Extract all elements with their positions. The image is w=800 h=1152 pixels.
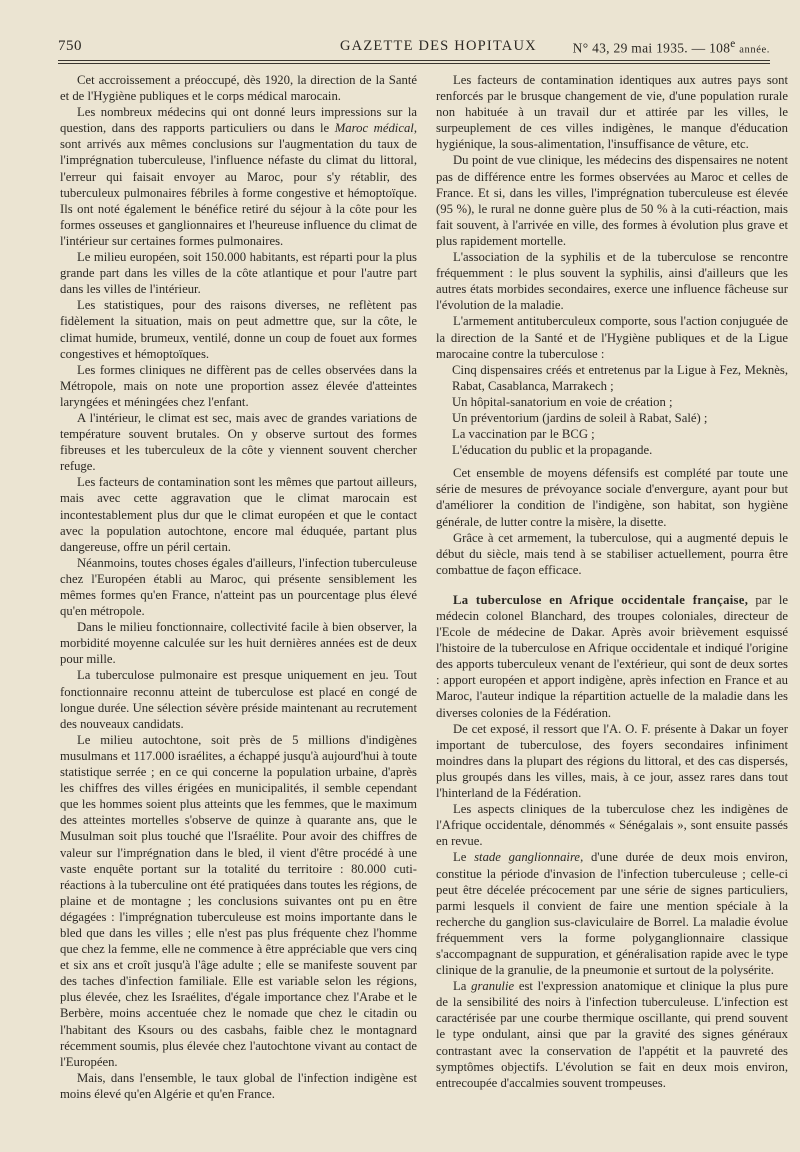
issue-text: N° 43, 29 mai 1935. — 108 [572,40,731,56]
header-rule-double [58,63,770,64]
text-run: Le [453,850,467,865]
paragraph [436,849,788,978]
paragraph: Les aspects cliniques de la tuberculose chez les indigènes de l'Afrique occidentale, dénommés « Sénégalais », sont ensuite passés en revue. [436,802,788,849]
paragraph: Les formes cliniques ne diffèrent pas de celles observées dans la Métropole, mais on note une proportion assez élevée d'atteintes laryngées et méningées chez l'enfant. [60,362,417,409]
list-item: La vaccination par le BCG ; [452,427,595,442]
page-number: 750 [58,38,82,54]
paragraph: Dans le milieu fonctionnaire, collectivité facile à bien observer, la morbidité moyenne calculée sur les huit dernières années est de deux pour mille. [60,620,417,667]
journal-reference: Maroc médical [334,121,414,136]
paragraph: Les facteurs de contamination identiques aux autres pays sont renforcés par le brusque changement de vie, d'une population rurale non habituée à un travail dur et attirée par les villes, le surpeuplement de ces villes indigènes, le manque d'éducation hygiénique, la sous-alimentation, l'insuffisance de vêture, etc. [436,73,788,152]
left-column [60,72,417,1102]
text-run: par le médecin colonel Blanchard, des troupes coloniales, directeur de l'Ecole de médecine de Dakar. Après avoir brièvement esquissé l'histoire de la tuberculose en Afrique occidentale et indiqué l'origine des apports tuberculeux venant de l'extérieur, qui sont de deux sortes : apport européen et apport indigène, après infection en France et au Maroc, l'auteur indique la répartition actuelle de la maladie dans les diverses colonies de la Fédération. [436,592,789,720]
term: granulie [471,979,515,994]
list-item: Un préventorium (jardins de soleil à Rabat, Salé) ; [452,410,708,425]
text-run: Les nombreux médecins qui ont donné leurs impressions sur la question, dans des rapports particuliers ou dans le [60,105,417,136]
issue-info [573,38,770,57]
paragraph: A l'intérieur, le climat est sec, mais avec de grandes variations de température souvent brutales. On y observe surtout des formes fibreuses et les tuberculeux de la côte y viennent souvent chercher refuge. [60,410,417,474]
list-item: L'éducation du public et la propagande. [452,443,653,458]
paragraph: Le milieu européen, soit 150.000 habitants, est réparti pour la plus grande part dans les villes de la côte atlantique et pour l'autre part dans les villes de l'intérieur. [60,250,417,297]
paragraph: Du point de vue clinique, les médecins des dispensaires ne notent pas de différence entre les formes observées au Maroc et celles de France. Et si, dans les villes, l'imprégnation tuberculeuse est élevée (95 %), le rural ne donne guère plus de 50 % à la cuti-réaction, mais fait souvent, à l'arrivée en ville, des formes à évolution plus grave et plus rapidement mortelle. [436,153,788,248]
paragraph: De cet exposé, il ressort que l'A. O. F. présente à Dakar un foyer important de tuberculose, des foyers secondaires infiniment moindres dans la plupart des régions du littoral, et des cas dispersés, plus groupés dans les villes, mais, à ce jour, assez rares dans tout l'hinterland de la Fédération. [436,721,788,801]
right-column [436,72,788,1091]
paragraph: Les statistiques, pour des raisons diverses, ne reflètent pas fidèlement la situation, mais on peut admettre que, sur la côte, le climat humide, brumeux, ventilé, donne un coup de fouet aux formes congestives et hémoptoïques. [60,298,417,361]
text-run: La [453,979,467,994]
header-rule [58,60,770,61]
paragraph: Cet ensemble de moyens défensifs est complété par toute une série de mesures de prévoyance sociale d'envergure, ayant pour but d'améliorer la condition de l'indigène, son habitat, son hygiène générale, de lutter contre la misère, la disette. [436,466,788,529]
text-run: , d'une durée de deux mois environ, constitue la période d'invasion de l'infection tuberculeuse ; celle-ci peut être décelée précocement par une série de signes particuliers, parmi lesquels il convient de faire une mention spéciale à la recherche du ganglion sus-claviculaire de Borrel. La maladie évolue fréquemment vers la forme polyganglionnaire classique s'accompagnant de suppuration, et généralisation rapide avec le type clinique de la granulie, de la pneumonie et surtout de la polysérite. [436,850,788,978]
paragraph: La tuberculose pulmonaire est presque uniquement en jeu. Tout fonctionnaire reconnu atteint de tuberculose est placé en congé de longue durée. Une sélection sévère préside maintenant au recrutement des nouveaux candidats. [60,668,417,731]
paragraph: Néanmoins, toutes choses égales d'ailleurs, l'infection tuberculeuse chez l'Européen établi au Maroc, qui présente sensiblement les mêmes formes qu'en France, n'atteint pas un pourcentage plus élevé qu'en métropole. [60,555,417,619]
journal-title: GAZETTE DES HOPITAUX [340,38,537,54]
issue-sup: e [730,38,736,50]
paragraph: Mais, dans l'ensemble, le taux global de l'infection indigène est moins élevé qu'en Algérie et qu'en France. [60,1070,417,1101]
paragraph [436,978,788,1091]
text-run: , sont arrivés aux mêmes conclusions sur l'augmentation du taux de l'imprégnation tuberculeuse, l'influence néfaste du climat du littoral, l'erreur qui faisait envoyer au Maroc, pour s'y rétablir, des tuberculeux pulmonaires fébriles à forme congestive et hémoptoïque. Ils ont noté également le bénéfice retiré du séjour à la côte pour les formes osseuses et ganglionnaires et l'heureuse influence du climat de l'intérieur sur certaines formes pulmonaires. [60,121,417,248]
running-header [58,30,770,60]
paragraph [60,104,417,249]
section-heading: La tuberculose en Afrique occidentale française, [453,592,749,607]
paragraph: Les facteurs de contamination sont les mêmes que partout ailleurs, mais avec cette aggravation que le climat marocain est incontestablement plus dur que le climat européen et que le contact avec la population autochtone, encore mal éduquée, partant plus dangereuse, offre un péril certain. [60,475,417,554]
list-item: Un hôpital-sanatorium en voie de création ; [452,394,673,409]
paragraph: L'association de la syphilis et de la tuberculose se rencontre fréquemment : le plus souvent la syphilis, ainsi d'ailleurs que les autres états morbides secondaires, exerce une influence fâcheuse sur l'évolution de la maladie. [436,250,788,313]
paragraph: Grâce à cet armement, la tuberculose, qui a augmenté depuis le début du siècle, mais tend à se stabiliser actuellement, pourra être combattue de façon efficace. [436,530,788,577]
section-paragraph [436,592,788,721]
issue-year: année. [739,44,770,56]
text-run: est l'expression anatomique et clinique la plus pure de la sensibilité des noirs à l'infection tuberculeuse. L'infection est caractérisée par une courbe thermique oscillante, qui prend souvent le type ondulant, ainsi que par la gravité des signes généraux contrastant avec la conservation de l'appétit et la pauvreté des symptômes objectifs. L'évolution se fait en deux mois environ, entrecoupée d'accalmies souvent trompeuses. [436,979,789,1090]
paragraph: L'armement antituberculeux comporte, sous l'action conjuguée de la direction de la Santé et de l'Hygiène publiques et de la Ligue marocaine contre la tuberculose : [436,314,788,361]
paragraph: Cet accroissement a préoccupé, dès 1920, la direction de la Santé et de l'Hygiène publiques et le corps médical marocain. [60,73,417,104]
list-item: Cinq dispensaires créés et entretenus par la Ligue à Fez, Meknès, Rabat, Casablanca, Marrakech ; [452,362,788,393]
term: stade ganglionnaire [474,850,581,865]
paragraph: Le milieu autochtone, soit près de 5 millions d'indigènes musulmans et 117.000 israélites, a échappé jusqu'à aujourd'hui à toute statistique serrée ; en ce qui concerne la population urbaine, d'après les chiffres des villes érigées en municipalités, il semble cependant que les hommes soient plus atteints que les femmes, que le maximum des atteintes mortelles s'observe de quinze à quarante ans, que le Musulman soit plus touché que l'Israélite. Pour avoir des chiffres de valeur sur l'imprégnation dans le bled, il vient d'être procédé à une vaste enquête portant sur la totalité du territoire : 80.000 cuti-réactions à la tuberculine ont été pratiquées dans toutes les régions, de plaine et de montagne ; les conclusions suivantes ont pu en être dégagées : l'imprégnation tuberculeuse est moins importante dans le bled que dans les villes ; elle n'est pas plus fréquente chez l'homme que chez la femme, elle ne commence à être appréciable que vers cinq et six ans et croît jusqu'à l'âge adulte ; elle se manifeste souvent par des taches d'infection familiale. Elle est variable selon les régions, plus élevée, chez les Israélites, d'égale importance chez l'Arabe et le Berbère, moins accentuée chez le nomade que chez le citadin ou l'habitant des Ksours ou des casbahs, faible chez le montagnard récemment soumis, plus élevée chez l'autochtone vivant au contact de l'Européen. [60,732,417,1069]
